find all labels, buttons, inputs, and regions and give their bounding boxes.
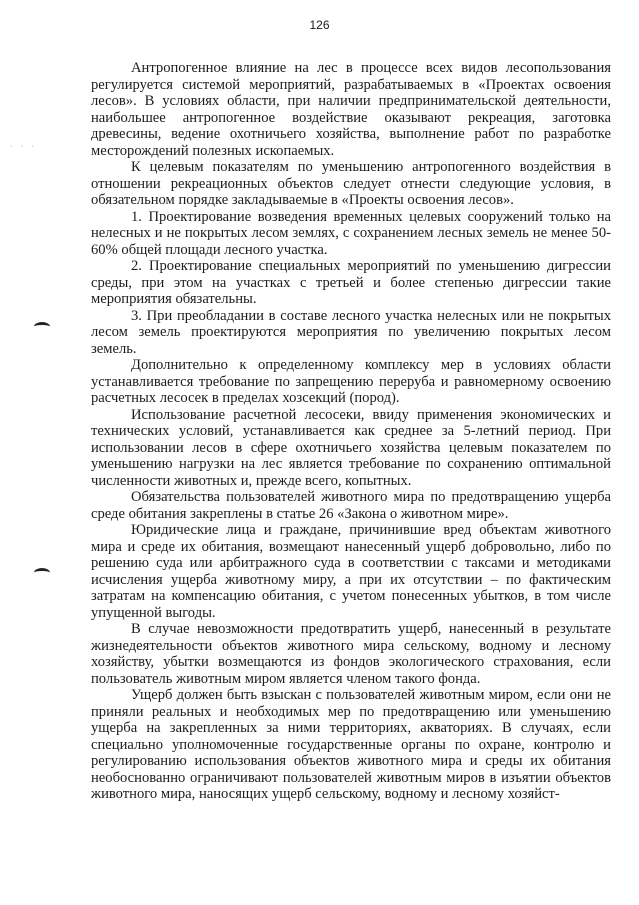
paragraph: 3. При преобладании в составе лесного участка нелесных или не покрытых лесом земель проектируются мероприятия по увеличению покрытых лесом земель.: [91, 307, 611, 357]
scan-hole-mark: [34, 568, 50, 577]
scan-hole-mark: [34, 322, 50, 331]
paragraph: Ущерб должен быть взыскан с пользователей животным миром, если они не приняли реальных и необходимых мер по предотвращению или уменьшению ущерба на закрепленных за ними территориях, акваториях. В случаях, если специально уполномоченные государственные органы по охране, контролю и регулированию использования объектов животного мира и среды их обитания необоснованно ограничивают пользователей животным миров в изъятии объектов животного мира, наносящих ущерб сельскому, водному и лесному хозяйст-: [91, 687, 611, 802]
paragraph: Юридические лица и граждане, причинившие вред объектам животного мира и среде их обитания, возмещают нанесенный ущерб добровольно, либо по решению суда или арбитражного суда в соответствии с таксами и методиками исчисления ущерба животному миру, а при их отсутствии – по фактическим затратам на компенсацию обитания, с учетом понесенных убытков, в том числе упущенной выгоды.: [91, 522, 611, 621]
paragraph: Использование расчетной лесосеки, ввиду применения экономических и технических условий, устанавливается как среднее за 5-летний период. При использовании лесов в сфере охотничьего хозяйства целевым показателем по уменьшению нагрузки на лес является требование по сохранению оптимальной численности животных и, прежде всего, копытных.: [91, 406, 611, 489]
paragraph: Антропогенное влияние на лес в процессе всех видов лесопользования регулируется системой мероприятий, разрабатываемых в «Проектах освоения лесов». В условиях области, при наличии предпринимательской деятельности, наибольшее антропогенное воздействие оказывают рекреация, заготовка древесины, ведение охотничьего хозяйства, выполнение работ по разработке месторождений полезных ископаемых.: [91, 60, 611, 159]
paragraph: 1. Проектирование возведения временных целевых сооружений только на нелесных и не покрытых лесом землях, с сохранением лесных земель не менее 50-60% общей площади лесного участка.: [91, 208, 611, 258]
paragraph: К целевым показателям по уменьшению антропогенного воздействия в отношении рекреационных объектов следует отнести следующие условия, в обязательном порядке закладываемые в «Проекты освоения лесов».: [91, 159, 611, 208]
paragraph: Обязательства пользователей животного мира по предотвращению ущерба среде обитания закреплены в статье 26 «Закона о животном мире».: [91, 489, 611, 522]
scan-specks: · · ·: [10, 142, 37, 151]
paragraph: 2. Проектирование специальных мероприятий по уменьшению дигрессии среды, при этом на участках с третьей и более степенью дигрессии такие мероприятия обязательны.: [91, 258, 611, 307]
paragraph: В случае невозможности предотвратить ущерб, нанесенный в результате жизнедеятельности объектов животного мира сельскому, водному и лесному хозяйству, убытки возмещаются из фондов экологического страхования, если пользователь животным миром является членом такого фонда.: [91, 621, 611, 687]
paragraph: Дополнительно к определенному комплексу мер в условиях области устанавливается требование по запрещению перерубa и равномерному освоению расчетных лесосек в пределах хозсекций (пород).: [91, 357, 611, 406]
document-body: [91, 60, 611, 803]
page-number: 126: [309, 18, 330, 32]
